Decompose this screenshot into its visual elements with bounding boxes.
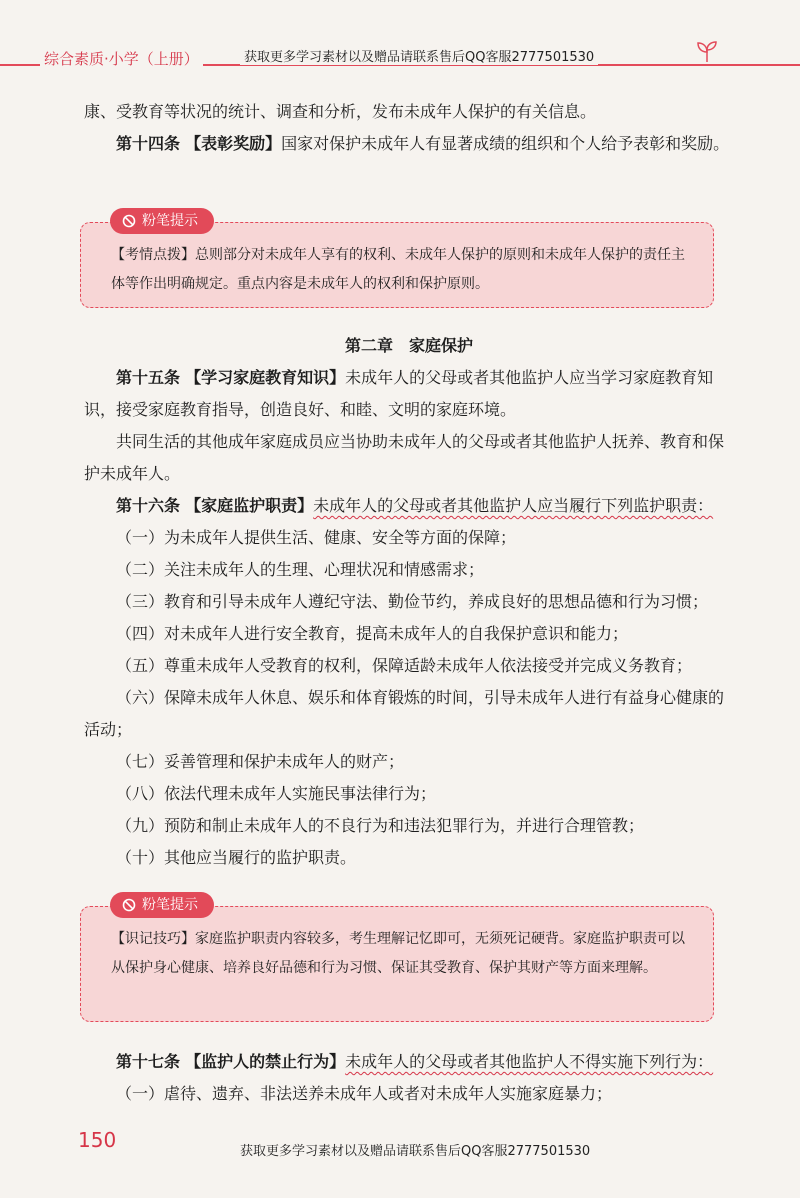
tip-badge-label: 粉笔提示 (142, 897, 198, 913)
article-17 (84, 1046, 734, 1078)
tip-text: 【识记技巧】家庭监护职责内容较多，考生理解记忆即可，无须死记硬背。家庭监护职责可以从保护身心健康、培养良好品德和行为习惯、保证其受教育、保护其财产等方面来理解。 (111, 931, 685, 976)
tip-text: 【考情点拨】总则部分对未成年人享有的权利、未成年人保护的原则和未成年人保护的责任主体等作出明确规定。重点内容是未成年人的权利和保护原则。 (111, 247, 685, 292)
article-title: 【监护人的禁止行为】 (185, 1052, 346, 1071)
prohibition-icon (122, 898, 136, 912)
article-15 (84, 362, 734, 426)
list-item: （六）保障未成年人休息、娱乐和体育锻炼的时间，引导未成年人进行有益身心健康的活动； (84, 688, 725, 739)
list-item: （十）其他应当履行的监护职责。 (116, 848, 357, 867)
book-title: 综合素质·小学（上册） (40, 48, 203, 69)
tip-box (80, 222, 714, 308)
list-item: （七）妥善管理和保护未成年人的财产； (116, 752, 405, 771)
paragraph: 康、受教育等状况的统计、调查和分析，发布未成年人保护的有关信息。 (84, 102, 597, 121)
article-title: 【表彰奖励】 (185, 134, 282, 153)
article-text: 未成年人的父母或者其他监护人不得实施下列行为： (345, 1052, 714, 1071)
tip-badge (110, 892, 214, 918)
article-number: 第十四条 (116, 134, 181, 153)
prohibition-icon (122, 214, 136, 228)
article-16 (84, 490, 734, 522)
list-item: （一）为未成年人提供生活、健康、安全等方面的保障； (116, 528, 517, 547)
content-top (84, 96, 734, 160)
content-bottom (84, 1046, 734, 1110)
article-number: 第十七条 (116, 1052, 181, 1071)
header-promo: 获取更多学习素材以及赠品请联系售后QQ客服2777501530 (240, 46, 598, 65)
tip-badge-label: 粉笔提示 (142, 213, 198, 229)
list-item: （三）教育和引导未成年人遵纪守法、勤俭节约，养成良好的思想品德和行为习惯； (116, 592, 709, 611)
footer-promo: 获取更多学习素材以及赠品请联系售后QQ客服2777501530 (240, 1144, 591, 1159)
article-14 (84, 128, 734, 160)
article-number: 第十五条 (116, 368, 181, 387)
article-text: 未成年人的父母或者其他监护人应当履行下列监护职责： (313, 496, 714, 515)
content-middle (84, 330, 734, 874)
article-title: 【家庭监护职责】 (185, 496, 314, 515)
tip-badge (110, 208, 214, 234)
list-item: （八）依法代理未成年人实施民事法律行为； (116, 784, 437, 803)
paragraph: 共同生活的其他成年家庭成员应当协助未成年人的父母或者其他监护人抚养、教育和保护未成年人。 (84, 432, 725, 483)
list-item: （四）对未成年人进行安全教育，提高未成年人的自我保护意识和能力； (116, 624, 629, 643)
list-item: （五）尊重未成年人受教育的权利，保障适龄未成年人依法接受并完成义务教育； (116, 656, 693, 675)
article-text: 未成年人的父母或者其他监护人应当学习家庭教育知识，接受家庭教育指导，创造良好、和睦、文明的家庭环境。 (84, 368, 714, 419)
tip-box (80, 906, 714, 1022)
list-item: （二）关注未成年人的生理、心理状况和情感需求； (116, 560, 485, 579)
article-title: 【学习家庭教育知识】 (185, 368, 346, 387)
page-number: 150 (78, 1128, 117, 1152)
list-item: （一）虐待、遗弃、非法送养未成年人或者对未成年人实施家庭暴力； (116, 1084, 613, 1103)
list-item: （九）预防和制止未成年人的不良行为和违法犯罪行为，并进行合理管教； (116, 816, 645, 835)
sprout-icon (694, 40, 720, 68)
chapter-heading: 第二章 家庭保护 (344, 336, 473, 355)
article-number: 第十六条 (116, 496, 181, 515)
article-text: 国家对保护未成年人有显著成绩的组织和个人给予表彰和奖励。 (281, 134, 730, 153)
